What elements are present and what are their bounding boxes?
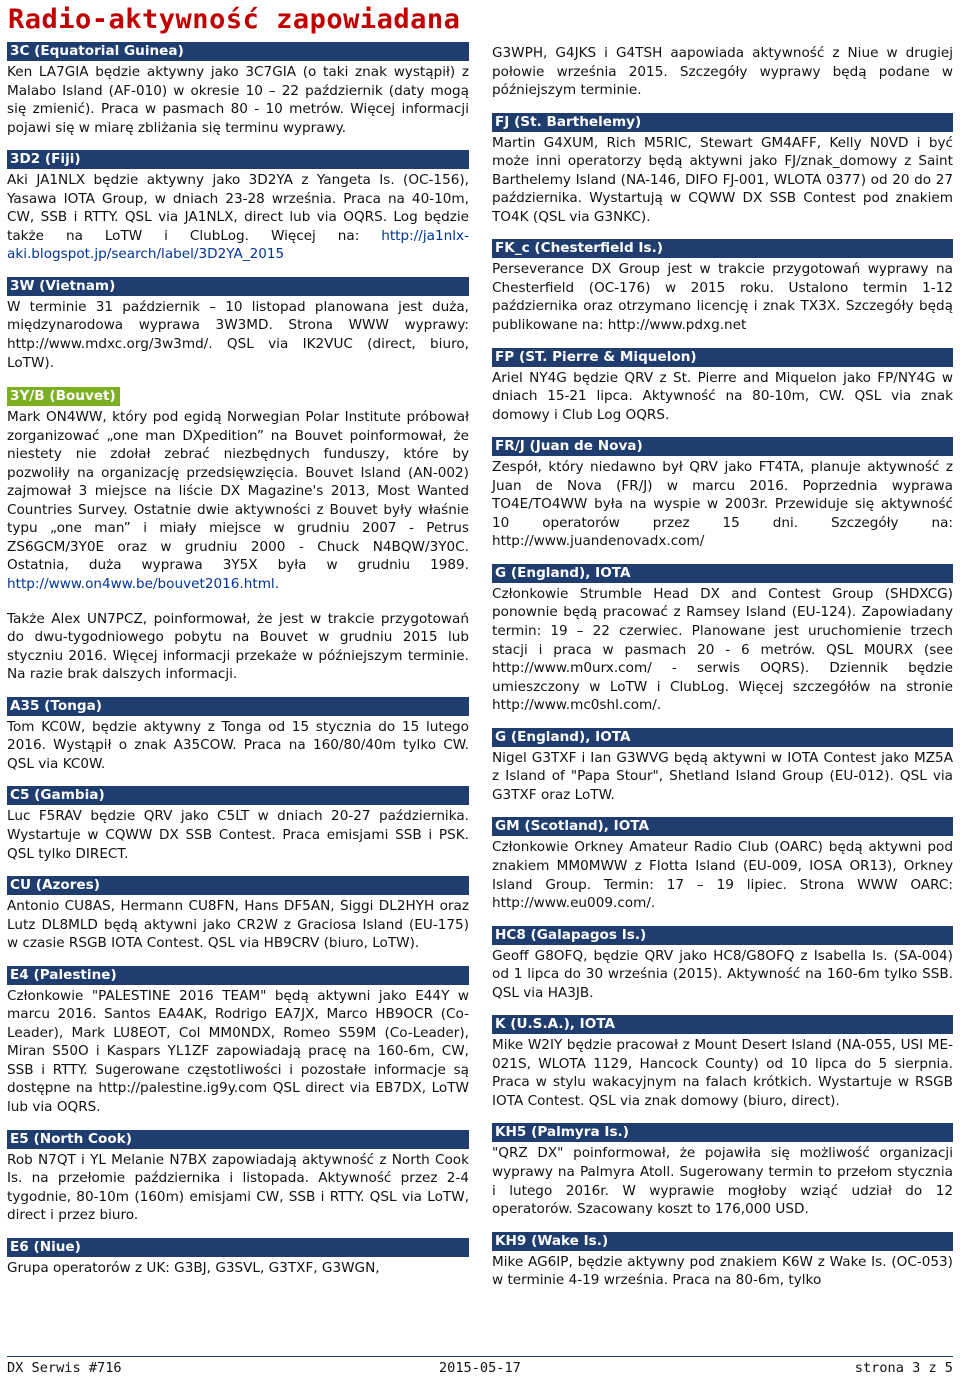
paragraph — [492, 1253, 953, 1290]
section-heading: FP (ST. Pierre & Miquelon) — [492, 348, 953, 367]
section-body — [492, 947, 953, 1003]
section-heading: 3W (Vietnam) — [7, 277, 469, 296]
paragraph — [7, 1151, 469, 1225]
section-heading: FJ (St. Barthelemy) — [492, 113, 953, 132]
section-body — [492, 585, 953, 715]
section-body — [7, 718, 469, 774]
section-body — [7, 171, 469, 264]
section-heading: K (U.S.A.), IOTA — [492, 1015, 953, 1034]
paragraph — [492, 369, 953, 425]
section-body — [7, 408, 469, 684]
section-heading: HC8 (Galapagos Is.) — [492, 926, 953, 945]
section-body — [7, 1259, 469, 1278]
paragraph — [492, 134, 953, 227]
section-heading: 3Y/B (Bouvet) — [7, 387, 120, 406]
section-body — [7, 897, 469, 953]
paragraph — [492, 44, 953, 100]
section-body — [492, 260, 953, 334]
section-g-england-iota — [492, 728, 953, 805]
web-link[interactable]: http://ja1nlx-aki.blogspot.jp/search/label/3D2YA_2015 — [7, 227, 469, 263]
section-body — [7, 1151, 469, 1225]
section-3c-equatorial-guinea — [7, 42, 469, 137]
paragraph — [492, 947, 953, 1003]
section-3y-b-bouvet — [7, 385, 469, 684]
section-3w-vietnam — [7, 277, 469, 372]
section-body — [7, 807, 469, 863]
paragraph-text: "QRZ DX" poinformował, że pojawiła się możliwość organizacji wyprawy na Palmyra Atoll. Sugerowany termin to przełom stycznia i lutego 2016r. W wyprawie mogłoby wziąć udział do 12 operatorów. Szacowany koszt to 176,000 USD. — [492, 1145, 953, 1218]
section-e4-palestine — [7, 966, 469, 1117]
section-body — [492, 369, 953, 425]
section-heading: G (England), IOTA — [492, 728, 953, 747]
section-body — [492, 838, 953, 912]
paragraph-text: Członkowie Orkney Amateur Radio Club (OARC) będą aktywni pod znakiem MM0MWW z Flotta Island (EU-009, IOSA OR13), Orkney Island Group. Termin: 17 – 19 lipiec. Strona WWW OARC: http://www.eu009.com/. — [492, 839, 953, 912]
section-body — [492, 134, 953, 227]
section-cu-azores — [7, 876, 469, 953]
paragraph-text: Antonio CU8AS, Hermann CU8FN, Hans DF5AN, Siggi DL2HYH oraz Lutz DL8MLD będą aktywni jako CR2W z Graciosa Island (EU-175) w czasie RSGB IOTA Contest. QSL via HB9CRV (biuro, LoTW). — [7, 898, 469, 952]
paragraph-text: Tom KC0W, będzie aktywny z Tonga od 15 stycznia do 15 lutego 2016. Wystąpił o znak A35COW. Praca na 160/80/40m tylko CW. QSL via KC0W. — [7, 718, 469, 772]
section-gm-scotland-iota — [492, 817, 953, 912]
paragraph — [7, 897, 469, 953]
section-heading: A35 (Tonga) — [7, 697, 469, 716]
paragraph — [7, 610, 469, 684]
section-kh9-wake-is — [492, 1232, 953, 1290]
paragraph-text: Martin G4XUM, Rich M5RIC, Stewart GM4AFF, Kelly N0VD i być może inni operatorzy będą aktywni jako FJ/znak_domowy z Saint Barthelemy Island (NA-146, DIFO FJ-001, WLOTA 0377) od 20 do 27 października. Wystartują w CQWW DX SSB Contest pod znakiem TO4K (QSL via G3NKC). — [492, 134, 953, 225]
paragraph — [7, 171, 469, 264]
paragraph-text: Zespół, który niedawno był QRV jako FT4TA, planuje aktywność z Juan de Nova (FR/J) w marcu 2016. Poprzednia wyprawa TO4E/TO4WW była na wyspie w 2003r. Przewiduje się aktywność 10 operatorów przez 15 dni. Szczegóły na: http://www.juandenovadx.com/ — [492, 459, 953, 550]
section-heading: CU (Azores) — [7, 876, 469, 895]
section-body — [7, 63, 469, 137]
web-link[interactable]: http://www.on4ww.be/bouvet2016.html. — [7, 576, 280, 593]
section-e5-north-cook — [7, 1130, 469, 1225]
paragraph-text: Mike AG6IP, będzie aktywny pod znakiem K6W z Wake Is. (OC-053) w terminie 4-19 września. Praca na 80-6m, tylko — [492, 1253, 953, 1289]
paragraph — [7, 718, 469, 774]
paragraph-text: Grupa operatorów z UK: G3BJ, G3SVL, G3TXF, G3WGN, — [7, 1259, 380, 1276]
footer-date: 2015-05-17 — [439, 1360, 521, 1376]
page-title: Radio-aktywność zapowiadana — [8, 4, 461, 35]
paragraph — [7, 987, 469, 1117]
section-c5-gambia — [7, 786, 469, 863]
paragraph-text: Członkowie "PALESTINE 2016 TEAM" będą aktywni jako E44Y w marcu 2016. Santos EA4AK, Rodrigo EA7JX, Marco HB9OCR (Co-Leader), Mark LU8EOT, Col MM0NDX, Romeo S59M (Co-Leader), Miran S50O i Kaspars YL1ZF zapowiadają pracę na 160-6m, CW, SSB i RTTY. Sugerowane częstotliwości i pozostałe informacje są dostępne na http://palestine.ig9y.com QSL direct via EB7DX, LoTW lub via OQRS. — [7, 987, 469, 1115]
section-heading: FR/J (Juan de Nova) — [492, 437, 953, 456]
paragraph — [492, 260, 953, 334]
section-heading: E6 (Niue) — [7, 1238, 469, 1257]
left-column — [7, 42, 469, 1290]
paragraph — [7, 408, 469, 593]
paragraph — [7, 298, 469, 372]
section-heading: KH9 (Wake Is.) — [492, 1232, 953, 1251]
section-body — [492, 458, 953, 551]
footer-issue: DX Serwis #716 — [7, 1360, 122, 1376]
section-heading: 3D2 (Fiji) — [7, 150, 469, 169]
paragraph-text: Rob N7QT i YL Melanie N7BX zapowiadają aktywność z North Cook Is. na przełomie października i listopada. Aktywność przez 2-4 tygodnie, 80-10m (160m) emisjami CW, SSB i RTTY. QSL via LoTW, direct i przez biuro. — [7, 1151, 469, 1224]
paragraph-text: Także Alex UN7PCZ, poinformował, że jest w trakcie przygotowań do dwu-tygodniowego pobytu na Bouvet w grudniu 2015 lub styczniu 2016. Więcej informacji przekaże w późniejszym terminie. Na razie brak dalszych informacji. — [7, 610, 469, 683]
section-body — [492, 1036, 953, 1110]
section-body — [492, 1253, 953, 1290]
section-body — [492, 1144, 953, 1218]
paragraph — [492, 458, 953, 551]
right-column — [492, 42, 953, 1303]
paragraph — [7, 1259, 469, 1278]
section-heading: KH5 (Palmyra Is.) — [492, 1123, 953, 1142]
section-heading: 3C (Equatorial Guinea) — [7, 42, 469, 61]
section-heading: FK_c (Chesterfield Is.) — [492, 239, 953, 258]
section-hc8-galapagos-is — [492, 926, 953, 1003]
section-heading: G (England), IOTA — [492, 564, 953, 583]
paragraph — [492, 585, 953, 715]
paragraph — [492, 1144, 953, 1218]
paragraph-text: G3WPH, G4JKS i G4TSH aapowiada aktywność z Niue w drugiej połowie września 2015. Szczegóły wyprawy będą podane w późniejszym terminie. — [492, 45, 953, 99]
section-fk-c-chesterfield-is — [492, 239, 953, 334]
section-heading: E4 (Palestine) — [7, 966, 469, 985]
paragraph-text: Członkowie Strumble Head DX and Contest Group (SHDXCG) ponownie będą pracować z Ramsey Island (EU-124). Zapowiadany termin: 19 – 22 czerwiec. Planowane jest uruchomienie trzech stacji i praca w pasmach 20 - 6 metrów. QSL M0URX (see http://www.m0urx.com/ - serwis OQRS). Dziennik będzie umieszczony w LoTW i ClubLog. Więcej szczegółów na stronie http://www.mc0shl.com/. — [492, 585, 953, 714]
section-continued — [492, 44, 953, 100]
section-fp-st-pierre-miquelon — [492, 348, 953, 425]
section-body — [7, 298, 469, 372]
paragraph-text: Luc F5RAV będzie QRV jako C5LT w dniach 20-27 października. Wystartuje w CQWW DX SSB Contest. Praca emisjami SSB i PSK. QSL tylko DIRECT. — [7, 808, 469, 862]
page-footer — [7, 1356, 953, 1379]
section-body — [7, 987, 469, 1117]
paragraph-text: Nigel G3TXF i Ian G3WVG będą aktywni w IOTA Contest jako MZ5A z Island of "Papa Stour", Shetland Island Group (EU-012). QSL via G3TXF oraz LoTW. — [492, 749, 953, 803]
section-heading: C5 (Gambia) — [7, 786, 469, 805]
section-body — [492, 749, 953, 805]
section-k-u-s-a-iota — [492, 1015, 953, 1110]
section-heading: E5 (North Cook) — [7, 1130, 469, 1149]
section-kh5-palmyra-is — [492, 1123, 953, 1218]
footer-page-number: strona 3 z 5 — [854, 1360, 953, 1376]
paragraph — [492, 749, 953, 805]
paragraph-text: Mark ON4WW, który pod egidą Norwegian Polar Institute próbował zorganizować „one man DXpedition” na Bouvet poinformował, że niestety nie zdołał zebrać niezbędnych funduszy, które by pozwoliły na organizację przedsięwzięcia. Bouvet Island (AN-002) zajmował 3 miejsce na liście DX Magazine's 2013, Most Wanted Countries Survey. Ostatnie dwie aktywności z Bouvet były właśnie typu „one man” i miały miejsce w grudniu 2007 - Petrus ZS6GCM/3Y0E oraz w grudniu 2000 - Chuck N4BQW/3Y0C. Ostatnia, duża wyprawa 3Y5X była w grudniu 1989. — [7, 409, 469, 574]
paragraph — [492, 1036, 953, 1110]
paragraph-text: Mike W2IY będzie pracował z Mount Desert Island (NA-055, USI ME-021S, WLOTA 1129, Hancock County) od 10 lipca do 5 sierpnia. Praca w stylu wakacyjnym na falach krótkich. Wystartuje w RSGB IOTA Contest. QSL via znak domowy (biuro, direct). — [492, 1037, 953, 1109]
paragraph — [7, 63, 469, 137]
section-fj-st-barthelemy — [492, 113, 953, 227]
section-e6-niue — [7, 1238, 469, 1278]
section-3d2-fiji — [7, 150, 469, 264]
paragraph — [492, 838, 953, 912]
paragraph — [7, 807, 469, 863]
paragraph-text: Ken LA7GIA będzie aktywny jako 3C7GIA (o taki znak wystąpił) z Malabo Island (AF-010) w okresie 10 – 22 październik (daty mogą się zmienić). Praca w pasmach 80 - 10 metrów. Więcej informacji pojawi się w miarę zbliżania się terminu wyprawy. — [7, 64, 469, 136]
section-heading: GM (Scotland), IOTA — [492, 817, 953, 836]
section-body — [492, 44, 953, 100]
paragraph-text: Aki JA1NLX będzie aktywny jako 3D2YA z Yangeta Is. (OC-156), Yasawa IOTA Group, w dniach 23-28 września. Praca na 40-10m, CW, SSB i RTTY. QSL via JA1NLX, direct lub via OQRS. Log będzie także na LoTW i ClubLog. Więcej na: — [7, 172, 469, 244]
section-a35-tonga — [7, 697, 469, 774]
paragraph-text: Perseverance DX Group jest w trakcie przygotowań wyprawy na Chesterfield (OC-176) w 2015 roku. Ustalono termin 1-12 października oraz otrzymano licencję i znak TX3X. Szczegóły będą publikowane na: http://www.pdxg.net — [492, 261, 953, 334]
paragraph-text: W terminie 31 październik – 10 listopad planowana jest duża, międzynarodowa wyprawa 3W3MD. Strona WWW wyprawy: http://www.mdxc.org/3w3md/. QSL via IK2VUC (direct, biuro, LoTW). — [7, 298, 469, 371]
section-fr-j-juan-de-nova — [492, 437, 953, 551]
paragraph-text: Geoff G8OFQ, będzie QRV jako HC8/G8OFQ z Isabella Is. (SA-004) od 1 lipca do 30 września (2015). Aktywność na 160-6m tylko SSB. QSL via HA3JB. — [492, 947, 953, 1001]
paragraph-text: Ariel NY4G będzie QRV z St. Pierre and Miquelon jako FP/NY4G w dniach 15-21 lipca. Aktywność na 80-10m, CW. QSL via znak domowy i Club Log OQRS. — [492, 369, 953, 423]
section-g-england-iota — [492, 564, 953, 715]
